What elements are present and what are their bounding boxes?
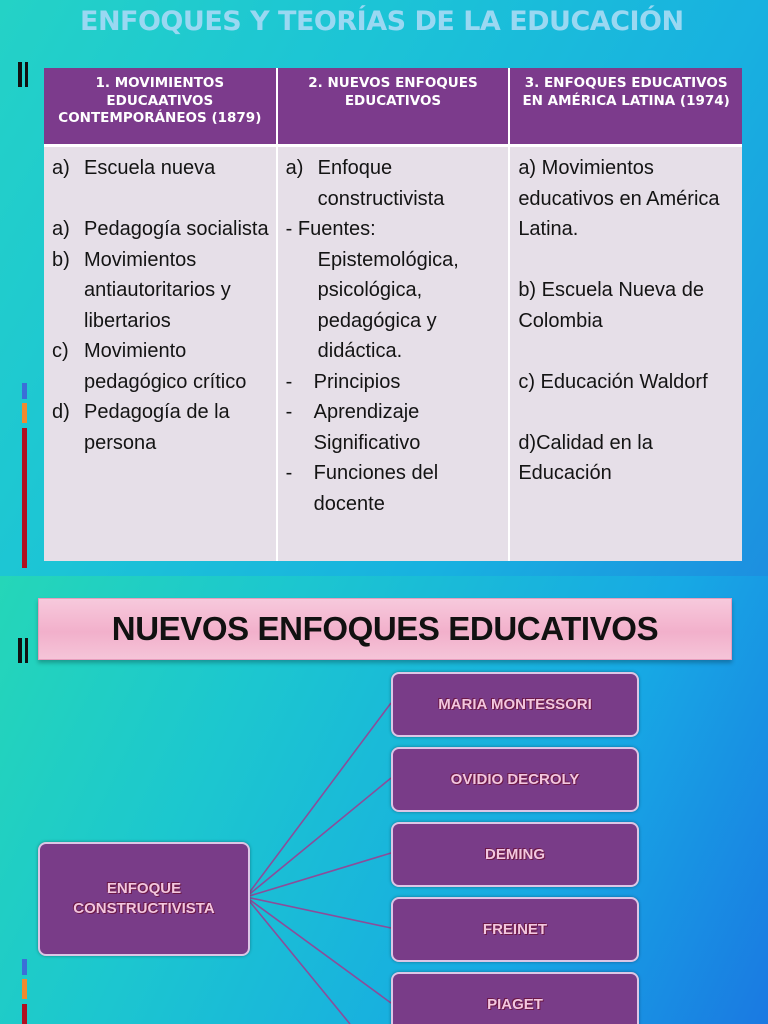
node-ovidio-decroly: OVIDIO DECROLY bbox=[391, 747, 639, 812]
list-item: - Principios bbox=[285, 370, 401, 393]
list-item: a) Movimientos educativos en América Latina. bbox=[518, 157, 720, 240]
slide-title: NUEVOS ENFOQUES EDUCATIVOS bbox=[38, 598, 732, 660]
column-1-cell bbox=[44, 146, 277, 562]
column-header-1: 1. MOVIMIENTOS EDUCAATIVOS CONTEMPORÁNEOS (1879) bbox=[44, 68, 277, 146]
column-header-3: 3. ENFOQUES EDUCATIVOS EN AMÉRICA LATINA (1974) bbox=[509, 68, 742, 146]
accent-bar bbox=[22, 428, 27, 568]
node-deming: DEMING bbox=[391, 822, 639, 887]
column-header-2: 2. NUEVOS ENFOQUES EDUCATIVOS bbox=[277, 68, 510, 146]
content-table bbox=[44, 68, 742, 561]
connector-line bbox=[246, 853, 391, 897]
connector-line bbox=[246, 778, 391, 897]
node-piaget: PIAGET bbox=[391, 972, 639, 1024]
column-2-cell bbox=[277, 146, 510, 562]
list-item: d) Pedagogía de la persona bbox=[52, 401, 230, 454]
slide-nuevos-enfoques bbox=[0, 576, 768, 1024]
sources-text: Epistemológica, psicológica, pedagógica y didáctica. bbox=[317, 248, 459, 362]
list-item: b) Escuela Nueva de Colombia bbox=[518, 279, 704, 332]
slide-marker-icon bbox=[18, 62, 22, 87]
list-item: c) Movimiento pedagógico crítico bbox=[52, 340, 247, 393]
center-node: ENFOQUE CONSTRUCTIVISTA bbox=[38, 842, 250, 956]
accent-bar bbox=[22, 383, 27, 399]
list-item: - Funciones del docente bbox=[285, 462, 439, 515]
list-item: d)Calidad en la Educación bbox=[518, 431, 653, 484]
list-item: a) Enfoque constructivista bbox=[285, 157, 445, 210]
list-item: a) Escuela nueva bbox=[52, 157, 216, 179]
list-item: - Aprendizaje Significativo bbox=[285, 401, 421, 454]
list-item: a) Pedagogía socialista bbox=[52, 218, 269, 240]
sources-label: - Fuentes: bbox=[285, 218, 376, 240]
node-freinet: FREINET bbox=[391, 897, 639, 962]
slide-title: ENFOQUES Y TEORÍAS DE LA EDUCACIÓN bbox=[80, 6, 684, 37]
connector-lines bbox=[0, 576, 768, 1024]
column-3-cell bbox=[509, 146, 742, 562]
list-item: b) Movimientos antiautoritarios y libertarios bbox=[52, 248, 231, 332]
slide-marker-icon bbox=[25, 62, 28, 87]
node-maria-montessori: MARIA MONTESSORI bbox=[391, 672, 639, 737]
list-item: c) Educación Waldorf bbox=[518, 370, 708, 393]
connector-line bbox=[246, 703, 391, 897]
accent-bar bbox=[22, 403, 27, 423]
